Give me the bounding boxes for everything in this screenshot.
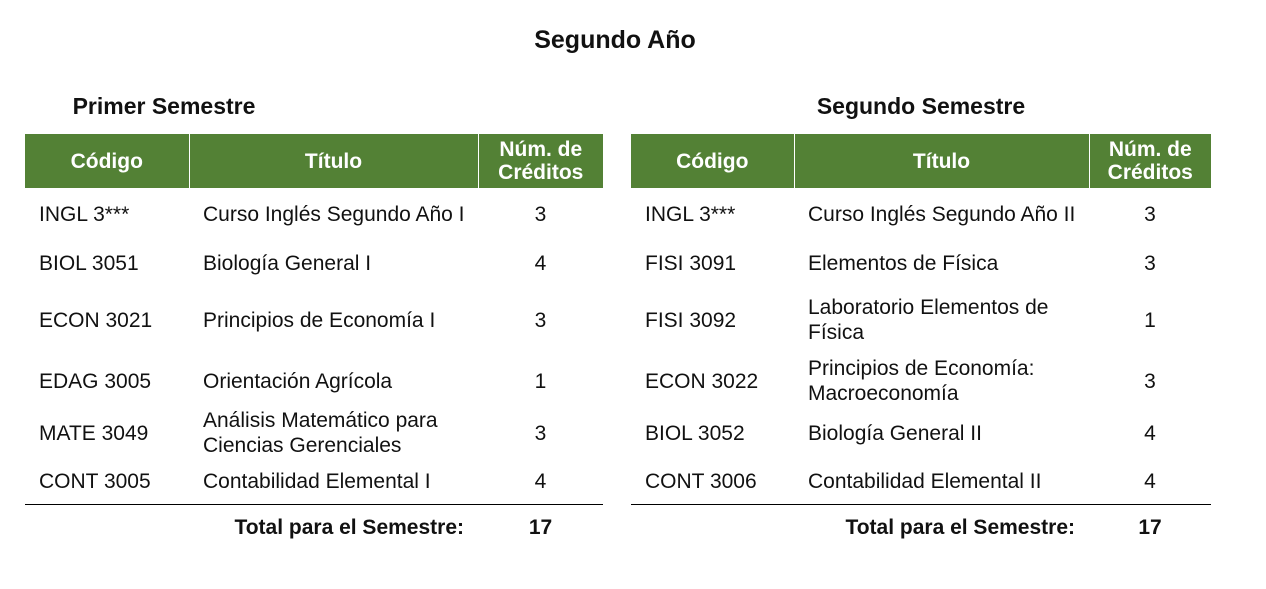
course-title: Análisis Matemático para Ciencias Gerenciales [203, 409, 438, 457]
table-row [631, 407, 1211, 459]
total-label: Total para el Semestre: [631, 504, 1089, 551]
first-semester-section [25, 90, 603, 551]
table-row [25, 407, 603, 459]
course-title: Biología General I [203, 251, 372, 275]
course-credits: 1 [534, 369, 547, 393]
course-title: Contabilidad Elemental II [808, 469, 1042, 493]
course-title: Laboratorio Elementos de Física [808, 296, 1049, 344]
header-code: Código [25, 134, 189, 188]
table-header-row [25, 134, 603, 188]
course-code: ECON 3021 [39, 308, 153, 332]
course-code: ECON 3022 [645, 369, 759, 393]
course-credits: 4 [534, 251, 547, 275]
course-credits: 3 [534, 308, 547, 332]
semester-title: Primer Semestre [72, 93, 256, 119]
total-label: Total para el Semestre: [25, 504, 478, 551]
course-title: Contabilidad Elemental I [203, 469, 431, 493]
course-credits: 1 [1144, 308, 1156, 332]
course-title: Principios de Economía: Macroeconomía [808, 357, 1035, 405]
course-code: CONT 3006 [645, 469, 757, 493]
header-credits: Núm. de Créditos [478, 134, 603, 188]
course-credits: 3 [1144, 251, 1156, 275]
second-semester-section [631, 90, 1211, 551]
header-code: Código [631, 134, 794, 188]
header-title: Título [189, 134, 478, 188]
course-credits: 4 [1144, 469, 1156, 493]
header-credits: Núm. de Créditos [1089, 134, 1211, 188]
course-credits: 3 [534, 203, 547, 226]
table-row [631, 188, 1211, 241]
table-row [631, 355, 1211, 407]
table-row [631, 285, 1211, 355]
course-title: Biología General II [808, 421, 982, 445]
table-row [25, 241, 603, 285]
course-title: Elementos de Física [808, 251, 999, 275]
course-code: FISI 3091 [645, 251, 737, 275]
table-row [25, 285, 603, 355]
course-credits: 4 [534, 469, 547, 493]
table-row [631, 241, 1211, 285]
table-row [25, 459, 603, 504]
course-code: INGL 3*** [39, 203, 130, 226]
table-row [25, 188, 603, 241]
table-header-row [631, 134, 1211, 188]
course-credits: 4 [1144, 421, 1156, 445]
course-code: INGL 3*** [645, 203, 736, 226]
table-row [631, 459, 1211, 504]
course-code: FISI 3092 [645, 308, 737, 332]
course-title: Principios de Economía I [203, 308, 436, 332]
semester-title: Segundo Semestre [816, 93, 1026, 119]
course-title: Curso Inglés Segundo Año I [203, 203, 465, 226]
course-table [25, 134, 603, 551]
total-row [25, 504, 603, 551]
course-code: MATE 3049 [39, 421, 149, 445]
total-credits: 17 [1089, 504, 1211, 551]
course-code: BIOL 3051 [39, 251, 139, 275]
course-title: Curso Inglés Segundo Año II [808, 203, 1076, 226]
course-credits: 3 [1144, 369, 1156, 393]
total-row [631, 504, 1211, 551]
course-title: Orientación Agrícola [203, 369, 393, 393]
course-code: BIOL 3052 [645, 421, 745, 445]
course-table [631, 134, 1211, 551]
header-title: Título [794, 134, 1089, 188]
course-credits: 3 [1144, 203, 1156, 226]
course-code: EDAG 3005 [39, 369, 152, 393]
course-credits: 3 [534, 421, 547, 445]
course-code: CONT 3005 [39, 469, 151, 493]
page-title: Segundo Año [534, 26, 696, 54]
total-credits: 17 [478, 504, 603, 551]
table-row [25, 355, 603, 407]
